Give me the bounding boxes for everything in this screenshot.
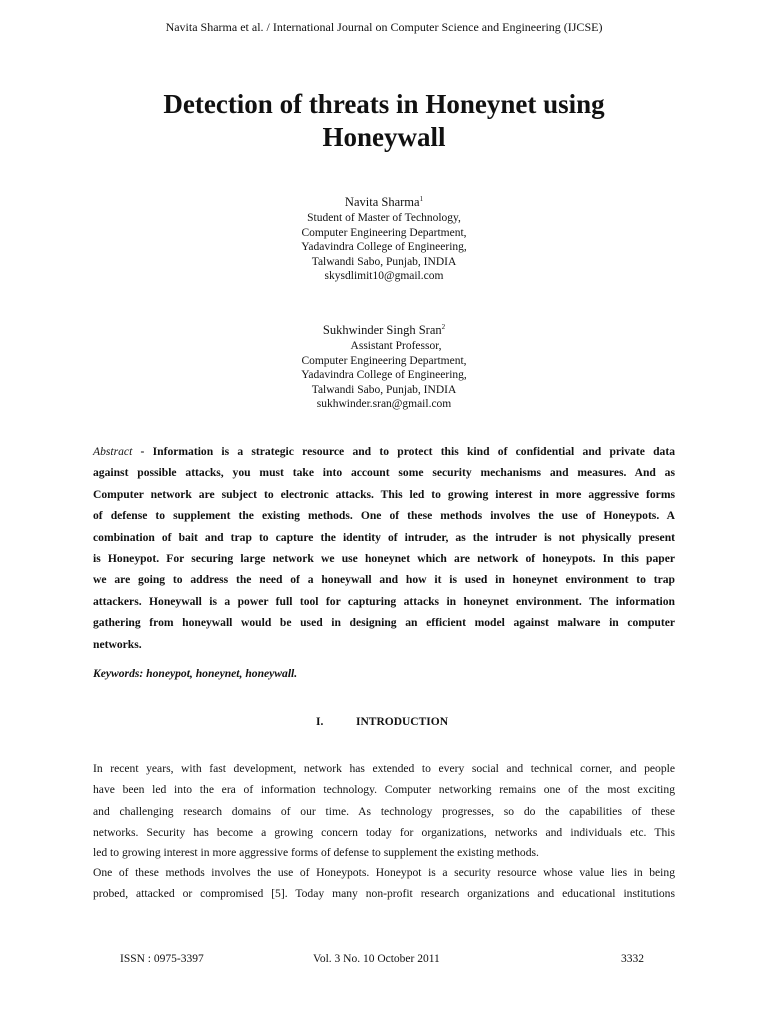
abstract-line: gathering from honeywall would be used in designing an efficient model against malware in computer [93,616,675,630]
abstract-line: of defense to supplement the existing methods. One of these methods involves the use of Honeypots. A [93,509,675,523]
abstract-line: we are going to address the need of a honeywall and how it is used in honeynet environment to trap [93,573,675,587]
affiliation-line: Yadavindra College of Engineering, [301,369,467,382]
affiliation [0,339,768,412]
affiliation-line: Assistant Professor, [350,340,442,353]
keywords: Keywords: honeypot, honeynet, honeywall. [93,667,298,680]
author-email: sukhwinder.sran@gmail.com [316,398,452,411]
abstract-line [93,441,675,462]
author-sup: 1 [419,195,424,203]
footer-page-number: 3332 [621,953,644,965]
affiliation [0,211,768,284]
affiliation-line: Computer Engineering Department, [301,354,467,367]
author-block-1 [0,195,768,284]
body-line: have been led into the era of information technology. Computer networking remains one of the most exciting [93,783,675,797]
affiliation-line: Talwandi Sabo, Punjab, INDIA [311,255,457,268]
title-line: Honeywall [322,122,446,152]
body-line: In recent years, with fast development, network has extended to every social and technical corner, and people [93,762,675,775]
body-line: probed, attacked or compromised [5]. Today many non-profit research organizations and educational institutions [93,886,675,900]
footer-issn: ISSN : 0975-3397 [120,953,204,965]
abstract-text: - Information is a strategic resource and to protect this kind of confidential and private data [132,445,675,458]
author-name [0,323,768,338]
paper-title [0,88,768,154]
section-title: INTRODUCTION [356,716,449,728]
affiliation-line: Talwandi Sabo, Punjab, INDIA [311,383,457,396]
abstract-line: against possible attacks, you must take into account some security mechanisms and measures. And as [93,466,675,480]
body-line: One of these methods involves the use of Honeypots. Honeypot is a security resource whose value lies in being [93,865,675,879]
author-name-text: Navita Sharma [344,195,420,210]
footer-volume: Vol. 3 No. 10 October 2011 [313,953,440,965]
title-line: Detection of threats in Honeynet using [163,89,605,119]
abstract-line: combination of bait and trap to capture the identity of intruder, as the intruder is not physically present [93,530,675,544]
abstract-label: Abstract [93,445,133,458]
author-name-text: Sukhwinder Singh Sran [322,323,442,338]
abstract-line: is Honeypot. For securing large network we use honeynet which are network of honeypots. In this paper [93,551,675,565]
abstract-line: networks. [93,637,142,651]
abstract [93,441,675,655]
section-number: I. [316,716,324,728]
abstract-line: attackers. Honeywall is a power full tool for capturing attacks in honeynet environment. The information [93,594,675,608]
author-block-2 [0,323,768,412]
author-name [0,195,768,210]
body-line: networks. Security has become a growing concern today for organizations, networks and individuals etc. This [93,826,675,840]
body-line: led to growing interest in more aggressive forms of defense to supplement the existing methods. [93,845,539,859]
abstract-line: Computer network are subject to electronic attacks. This led to growing interest in more aggressive forms [93,487,675,501]
author-email: skysdlimit10@gmail.com [324,270,444,283]
body-line: and challenging research domains of our time. As technology progresses, so do the capabilities of these [93,804,675,818]
introduction-body [93,758,675,904]
affiliation-line: Computer Engineering Department, [301,226,467,239]
affiliation-line: Student of Master of Technology, [307,212,461,225]
author-sup: 2 [441,323,446,331]
affiliation-line: Yadavindra College of Engineering, [301,241,467,254]
running-head: Navita Sharma et al. / International Journal on Computer Science and Engineering (IJCSE) [165,20,603,34]
